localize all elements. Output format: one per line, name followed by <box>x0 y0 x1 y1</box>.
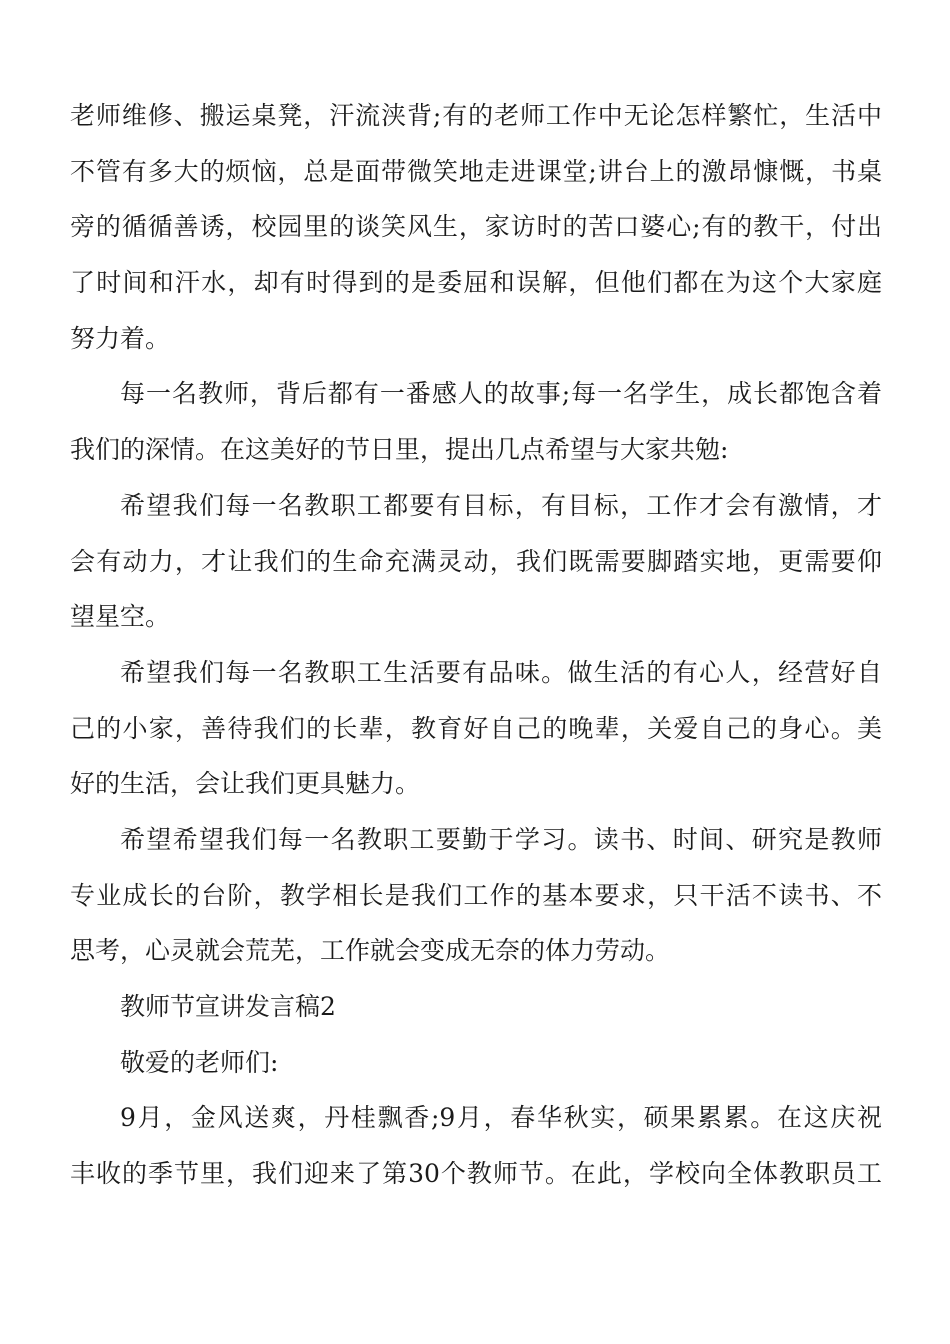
paragraph-line: 望星空。 <box>70 602 171 632</box>
paragraph-line: 努力着。 <box>70 323 171 353</box>
paragraph-line: 了时间和汗水，却有时得到的是委屈和误解，但他们都在为这个大家庭 <box>70 268 882 298</box>
paragraph-line: 旁的循循善诱，校园里的谈笑风生，家访时的苦口婆心;有的教干，付出 <box>70 212 882 242</box>
paragraph-line: 会有动力，才让我们的生命充满灵动，我们既需要脚踏实地，更需要仰 <box>70 546 882 576</box>
paragraph-line: 己的小家，善待我们的长辈，教育好自己的晚辈，关爱自己的身心。美 <box>70 713 882 743</box>
paragraph-line: 9月，金风送爽，丹桂飘香;9月，春华秋实，硕果累累。在这庆祝 <box>120 1103 882 1133</box>
paragraph-line: 思考，心灵就会荒芜，工作就会变成无奈的体力劳动。 <box>70 936 671 966</box>
paragraph-line: 丰收的季节里，我们迎来了第30个教师节。在此，学校向全体教职员工 <box>70 1159 882 1189</box>
paragraph-line: 希望我们每一名教职工生活要有品味。做生活的有心人，经营好自 <box>120 657 882 687</box>
paragraph-line: 每一名教师，背后都有一番感人的故事;每一名学生，成长都饱含着 <box>120 379 882 409</box>
paragraph-line: 专业成长的台阶，教学相长是我们工作的基本要求，只干活不读书、不 <box>70 880 882 910</box>
section-heading: 教师节宣讲发言稿2 <box>120 992 336 1021</box>
paragraph-line: 老师维修、搬运桌凳，汗流浃背;有的老师工作中无论怎样繁忙，生活中 <box>70 101 882 130</box>
paragraph-line: 我们的深情。在这美好的节日里，提出几点希望与大家共勉: <box>70 435 729 465</box>
paragraph-line: 希望我们每一名教职工都要有目标，有目标，工作才会有激情，才 <box>120 490 882 520</box>
paragraph-line: 好的生活，会让我们更具魅力。 <box>70 769 421 799</box>
document-page <box>70 88 882 1202</box>
paragraph-line: 希望希望我们每一名教职工要勤于学习。读书、时间、研究是教师 <box>120 824 882 854</box>
salutation: 敬爱的老师们: <box>120 1047 279 1077</box>
paragraph-line: 不管有多大的烦恼，总是面带微笑地走进课堂;讲台上的激昂慷慨，书桌 <box>70 156 882 186</box>
